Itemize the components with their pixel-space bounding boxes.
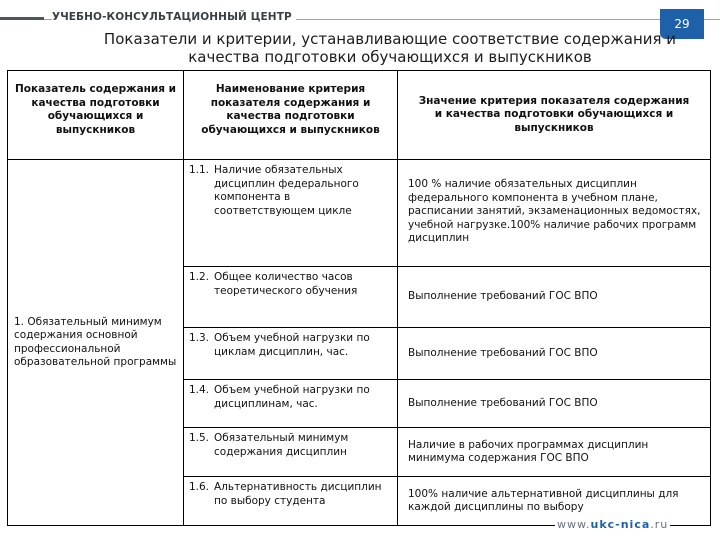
website-domain: ukc-nica [590,518,651,531]
criterion-text: Альтернативность дисциплин по выбору студента [214,481,382,507]
criterion-number: 1.4. [188,384,209,396]
value-text: Выполнение требований ГОС ВПО [408,290,598,303]
website-footer [555,518,670,531]
criterion-text: Объем учебной нагрузки по циклам дисциплин, час. [214,332,370,358]
indicator-label: 1. Обязательный минимум содержания основной профессиональной образовательной программы [14,315,177,368]
criterion-text: Наличие обязательных дисциплин федерального компонента в соответствующем цикле [214,164,359,217]
slide-title-line-2: качества подготовки обучающихся и выпускников [188,48,592,66]
header-rule-accent [0,17,44,20]
criterion-text: Общее количество часов теоретического обучения [214,271,358,297]
brand-name: УЧЕБНО-КОНСУЛЬТАЦИОННЫЙ ЦЕНТР [52,11,296,23]
slide-title [90,30,690,66]
header-value-label: Значение критерия показателя содержания и качества подготовки обучающихся и выпускников [418,94,690,134]
criterion-cell [183,379,398,428]
website-prefix: www. [557,518,591,531]
value-text: 100 % наличие обязательных дисциплин федерального компонента в учебном плане, расписании занятий, экзаменационных ведомостях, учебной нагрузке.100% наличие рабочих программ дисциплин [408,178,701,244]
criterion-number: 1.6. [188,481,209,493]
header-indicator: Показатель содержания и качества подготовки обучающихся и выпускников [7,70,184,160]
website-suffix: .ru [650,518,669,531]
criterion-cell [183,159,398,267]
criterion-text: Обязательный минимум содержания дисциплин [214,432,349,458]
criterion-cell [183,327,398,380]
criterion-cell [183,427,398,477]
criterion-cell [183,476,398,526]
criterion-number: 1.2. [188,271,209,283]
value-text: Выполнение требований ГОС ВПО [408,396,598,409]
indicator-cell [7,159,184,526]
criterion-number: 1.5. [188,432,209,444]
page-number-badge: 29 [660,9,704,39]
value-cell [397,266,711,328]
criteria-table [7,70,711,526]
value-text: 100% наличие альтернативной дисциплины для каждой дисциплины по выбору [408,487,679,513]
value-cell [397,427,711,477]
value-cell [397,379,711,428]
criterion-text: Объем учебной нагрузки по дисциплинам, час. [214,384,370,410]
header-criterion: Наименование критерия показателя содержания и качества подготовки обучающихся и выпускников [183,70,398,160]
value-cell [397,327,711,380]
value-cell [397,159,711,267]
slide-title-line-1: Показатели и критерии, устанавливающие соответствие содержания и [103,30,677,48]
criterion-number: 1.3. [188,332,209,344]
value-text: Наличие в рабочих программах дисциплин минимума содержания ГОС ВПО [408,438,649,464]
criterion-number: 1.1. [188,164,209,176]
criterion-cell [183,266,398,328]
header-value [397,70,711,160]
value-text: Выполнение требований ГОС ВПО [408,346,598,359]
